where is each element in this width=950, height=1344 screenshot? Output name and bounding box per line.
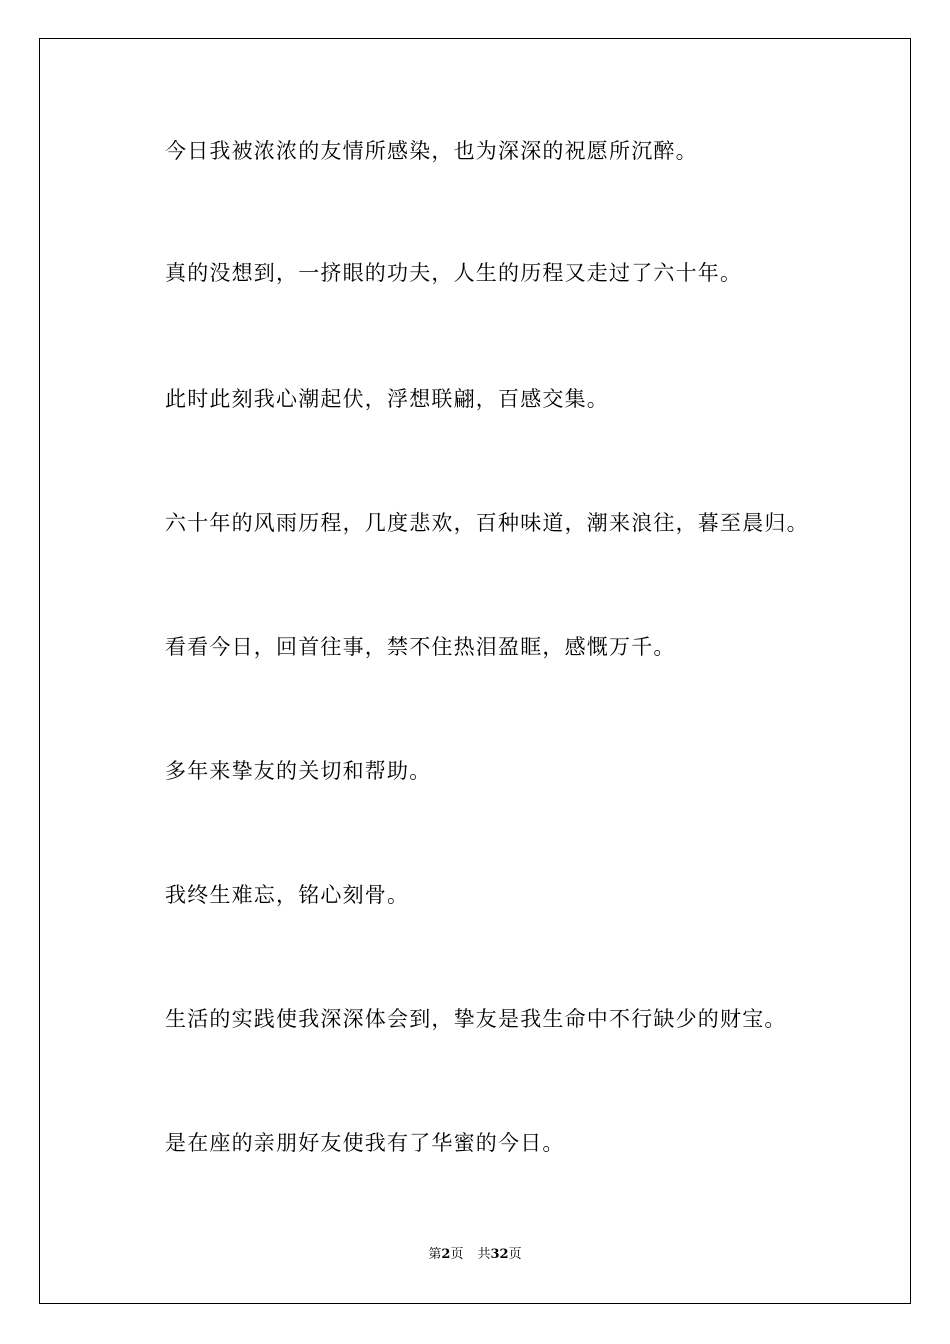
total-pages: 32 [490,1247,509,1262]
paragraph-7: 我终生难忘，铭心刻骨。 [165,883,410,907]
paragraph-2: 真的没想到，一挤眼的功夫，人生的历程又走过了六十年。 [165,261,743,285]
paragraph-1: 今日我被浓浓的友情所感染，也为深深的祝愿所沉醉。 [165,139,698,163]
page-number: 2 [441,1247,451,1262]
page-prefix: 第 [428,1247,442,1262]
paragraph-8: 生活的实践使我深深体会到，挚友是我生命中不行缺少的财宝。 [165,1007,787,1031]
paragraph-5: 看看今日，回首往事，禁不住热泪盈眶，感慨万千。 [165,635,676,659]
page-border [39,38,911,1304]
paragraph-9: 是在座的亲朋好友使我有了华蜜的今日。 [165,1131,565,1155]
page-suffix: 页 [450,1247,464,1262]
paragraph-4: 六十年的风雨历程，几度悲欢，百种味道，潮来浪往，暮至晨归。 [165,511,809,535]
total-suffix: 页 [508,1247,522,1262]
paragraph-3: 此时此刻我心潮起伏，浮想联翩，百感交集。 [165,387,609,411]
page-footer [0,1247,950,1263]
total-prefix: 共 [477,1247,491,1262]
paragraph-6: 多年来挚友的关切和帮助。 [165,759,432,783]
